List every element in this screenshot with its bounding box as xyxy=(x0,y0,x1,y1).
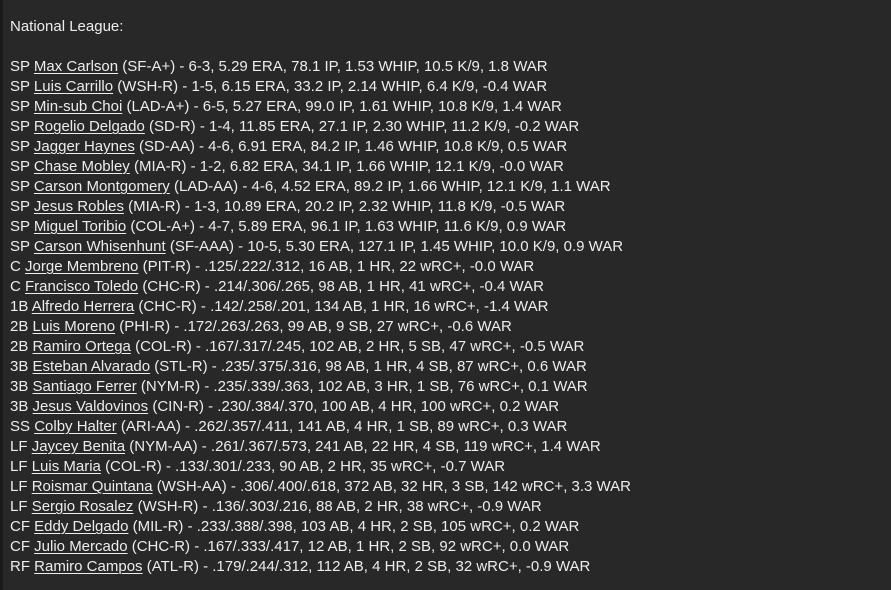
player-position-label: LF xyxy=(10,478,28,495)
player-position-label: SP xyxy=(10,218,30,235)
player-position-label: LF xyxy=(10,458,28,475)
player-name-link[interactable]: Jorge Membreno xyxy=(25,258,139,275)
player-name-link[interactable]: Jesus Robles xyxy=(33,198,124,215)
player-position-label: LF xyxy=(10,498,28,515)
player-position-label: SP xyxy=(10,78,30,95)
player-name-link[interactable]: Ramiro Ortega xyxy=(32,338,131,355)
player-position-label: SP xyxy=(10,158,30,175)
player-row xyxy=(10,237,883,257)
player-name-link[interactable]: Luis Carrillo xyxy=(33,78,114,95)
player-stat-line: (PHI-R) - .172/.263/.263, 99 AB, 9 SB, 27 wRC+, -0.6 WAR xyxy=(119,318,512,335)
player-name-link[interactable]: Jesus Valdovinos xyxy=(32,398,149,415)
player-position-label: SS xyxy=(10,418,31,435)
player-position-label: 3B xyxy=(10,378,29,395)
player-row xyxy=(10,537,883,557)
player-name-link[interactable]: Julio Mercado xyxy=(34,538,128,555)
player-stat-line: (SF-AAA) - 10-5, 5.30 ERA, 127.1 IP, 1.45 WHIP, 10.0 K/9, 0.9 WAR xyxy=(169,238,624,255)
player-row xyxy=(10,557,883,577)
player-stat-line: (CHC-R) - .142/.258/.201, 134 AB, 1 HR, 16 wRC+, -1.4 WAR xyxy=(138,298,549,315)
player-stat-line: (COL-R) - .133/.301/.233, 90 AB, 2 HR, 35 wRC+, -0.7 WAR xyxy=(105,458,506,475)
player-stat-line: (LAD-AA) - 4-6, 4.52 ERA, 89.2 IP, 1.66 WHIP, 12.1 K/9, 1.1 WAR xyxy=(173,178,611,195)
player-position-label: 2B xyxy=(10,338,29,355)
player-name-link[interactable]: Jagger Haynes xyxy=(33,138,135,155)
player-name-link[interactable]: Rogelio Delgado xyxy=(33,118,145,135)
player-stat-line: (ARI-AA) - .262/.357/.411, 141 AB, 4 HR, 1 SB, 89 wRC+, 0.3 WAR xyxy=(120,418,568,435)
player-row xyxy=(10,297,883,317)
player-row xyxy=(10,457,883,477)
player-name-link[interactable]: Esteban Alvarado xyxy=(32,358,151,375)
player-name-link[interactable]: Ramiro Campos xyxy=(34,558,143,575)
player-row xyxy=(10,397,883,417)
player-name-link[interactable]: Jaycey Benita xyxy=(31,438,126,455)
player-position-label: SP xyxy=(10,238,30,255)
player-position-label: RF xyxy=(10,558,30,575)
player-stat-line: (ATL-R) - .179/.244/.312, 112 AB, 4 HR, 2 SB, 32 wRC+, -0.9 WAR xyxy=(146,558,591,575)
player-name-link[interactable]: Sergio Rosalez xyxy=(31,498,134,515)
player-stat-line: (STL-R) - .235/.375/.316, 98 AB, 1 HR, 4 SB, 87 wRC+, 0.6 WAR xyxy=(154,358,587,375)
player-row xyxy=(10,437,883,457)
player-name-link[interactable]: Francisco Toledo xyxy=(25,278,139,295)
player-position-label: C xyxy=(10,258,21,275)
player-stat-line: (MIA-R) - 1-3, 10.89 ERA, 20.2 IP, 2.32 WHIP, 11.8 K/9, -0.5 WAR xyxy=(128,198,566,215)
player-stat-line: (COL-R) - .167/.317/.245, 102 AB, 2 HR, 5 SB, 47 wRC+, -0.5 WAR xyxy=(135,338,585,355)
player-stat-line: (MIL-R) - .233/.388/.398, 103 AB, 4 HR, 2 SB, 105 wRC+, 0.2 WAR xyxy=(132,518,580,535)
section-title: National League: xyxy=(10,18,124,35)
player-name-link[interactable]: Colby Halter xyxy=(34,418,117,435)
player-row xyxy=(10,77,883,97)
player-position-label: SP xyxy=(10,138,30,155)
player-position-label: SP xyxy=(10,178,30,195)
player-row xyxy=(10,57,883,77)
player-row xyxy=(10,417,883,437)
player-stat-line: (SD-R) - 1-4, 11.85 ERA, 27.1 IP, 2.30 WHIP, 11.2 K/9, -0.2 WAR xyxy=(149,118,580,135)
player-name-link[interactable]: Eddy Delgado xyxy=(34,518,129,535)
player-name-link[interactable]: Luis Moreno xyxy=(32,318,116,335)
player-name-link[interactable]: Alfredo Herrera xyxy=(31,298,135,315)
player-row xyxy=(10,97,883,117)
player-row xyxy=(10,317,883,337)
player-name-link[interactable]: Santiago Ferrer xyxy=(32,378,137,395)
player-row xyxy=(10,477,883,497)
player-stat-line: (WSH-R) - 1-5, 6.15 ERA, 33.2 IP, 2.14 WHIP, 6.4 K/9, -0.4 WAR xyxy=(117,78,548,95)
player-position-label: 2B xyxy=(10,318,29,335)
player-stat-line: (CHC-R) - .214/.306/.265, 98 AB, 1 HR, 41 wRC+, -0.4 WAR xyxy=(142,278,544,295)
player-position-label: 3B xyxy=(10,358,29,375)
prospect-report xyxy=(10,17,883,577)
player-name-link[interactable]: Roismar Quintana xyxy=(31,478,153,495)
player-stat-line: (MIA-R) - 1-2, 6.82 ERA, 34.1 IP, 1.66 WHIP, 12.1 K/9, -0.0 WAR xyxy=(133,158,564,175)
player-stat-line: (CHC-R) - .167/.333/.417, 12 AB, 1 HR, 2 SB, 92 wRC+, 0.0 WAR xyxy=(131,538,570,555)
player-position-label: LF xyxy=(10,438,28,455)
player-name-link[interactable]: Max Carlson xyxy=(33,58,119,75)
player-position-label: C xyxy=(10,278,21,295)
player-row xyxy=(10,257,883,277)
player-name-link[interactable]: Carson Whisenhunt xyxy=(33,238,166,255)
player-position-label: 1B xyxy=(10,298,29,315)
player-name-link[interactable]: Luis Maria xyxy=(31,458,101,475)
player-row xyxy=(10,337,883,357)
player-position-label: SP xyxy=(10,198,30,215)
player-row xyxy=(10,277,883,297)
player-name-link[interactable]: Chase Mobley xyxy=(33,158,130,175)
player-position-label: CF xyxy=(10,538,30,555)
player-row xyxy=(10,217,883,237)
player-row xyxy=(10,497,883,517)
player-stat-line: (SF-A+) - 6-3, 5.29 ERA, 78.1 IP, 1.53 WHIP, 10.5 K/9, 1.8 WAR xyxy=(122,58,548,75)
player-stat-line: (CIN-R) - .230/.384/.370, 100 AB, 4 HR, 100 wRC+, 0.2 WAR xyxy=(152,398,560,415)
player-row xyxy=(10,177,883,197)
player-position-label: 3B xyxy=(10,398,29,415)
player-position-label: CF xyxy=(10,518,30,535)
player-list xyxy=(10,57,883,577)
player-stat-line: (SD-AA) - 4-6, 6.91 ERA, 84.2 IP, 1.46 WHIP, 10.8 K/9, 0.5 WAR xyxy=(139,138,568,155)
player-stat-line: (NYM-AA) - .261/.367/.573, 241 AB, 22 HR, 4 SB, 119 wRC+, 1.4 WAR xyxy=(129,438,601,455)
player-stat-line: (COL-A+) - 4-7, 5.89 ERA, 96.1 IP, 1.63 WHIP, 11.6 K/9, 0.9 WAR xyxy=(130,218,567,235)
player-row xyxy=(10,197,883,217)
player-stat-line: (NYM-R) - .235/.339/.363, 102 AB, 3 HR, 1 SB, 76 wRC+, 0.1 WAR xyxy=(140,378,588,395)
player-position-label: SP xyxy=(10,118,30,135)
player-name-link[interactable]: Min-sub Choi xyxy=(33,98,123,115)
player-stat-line: (PIT-R) - .125/.222/.312, 16 AB, 1 HR, 22 wRC+, -0.0 WAR xyxy=(142,258,535,275)
player-position-label: SP xyxy=(10,98,30,115)
player-row xyxy=(10,357,883,377)
player-row xyxy=(10,517,883,537)
player-name-link[interactable]: Carson Montgomery xyxy=(33,178,170,195)
player-stat-line: (WSH-R) - .136/.303/.216, 88 AB, 2 HR, 38 wRC+, -0.9 WAR xyxy=(137,498,542,515)
player-stat-line: (LAD-A+) - 6-5, 5.27 ERA, 99.0 IP, 1.61 WHIP, 10.8 K/9, 1.4 WAR xyxy=(126,98,562,115)
player-name-link[interactable]: Miguel Toribio xyxy=(33,218,127,235)
player-row xyxy=(10,157,883,177)
player-row xyxy=(10,117,883,137)
player-row xyxy=(10,377,883,397)
player-row xyxy=(10,137,883,157)
player-stat-line: (WSH-AA) - .306/.400/.618, 372 AB, 32 HR, 3 SB, 142 wRC+, 3.3 WAR xyxy=(156,478,631,495)
player-position-label: SP xyxy=(10,58,30,75)
